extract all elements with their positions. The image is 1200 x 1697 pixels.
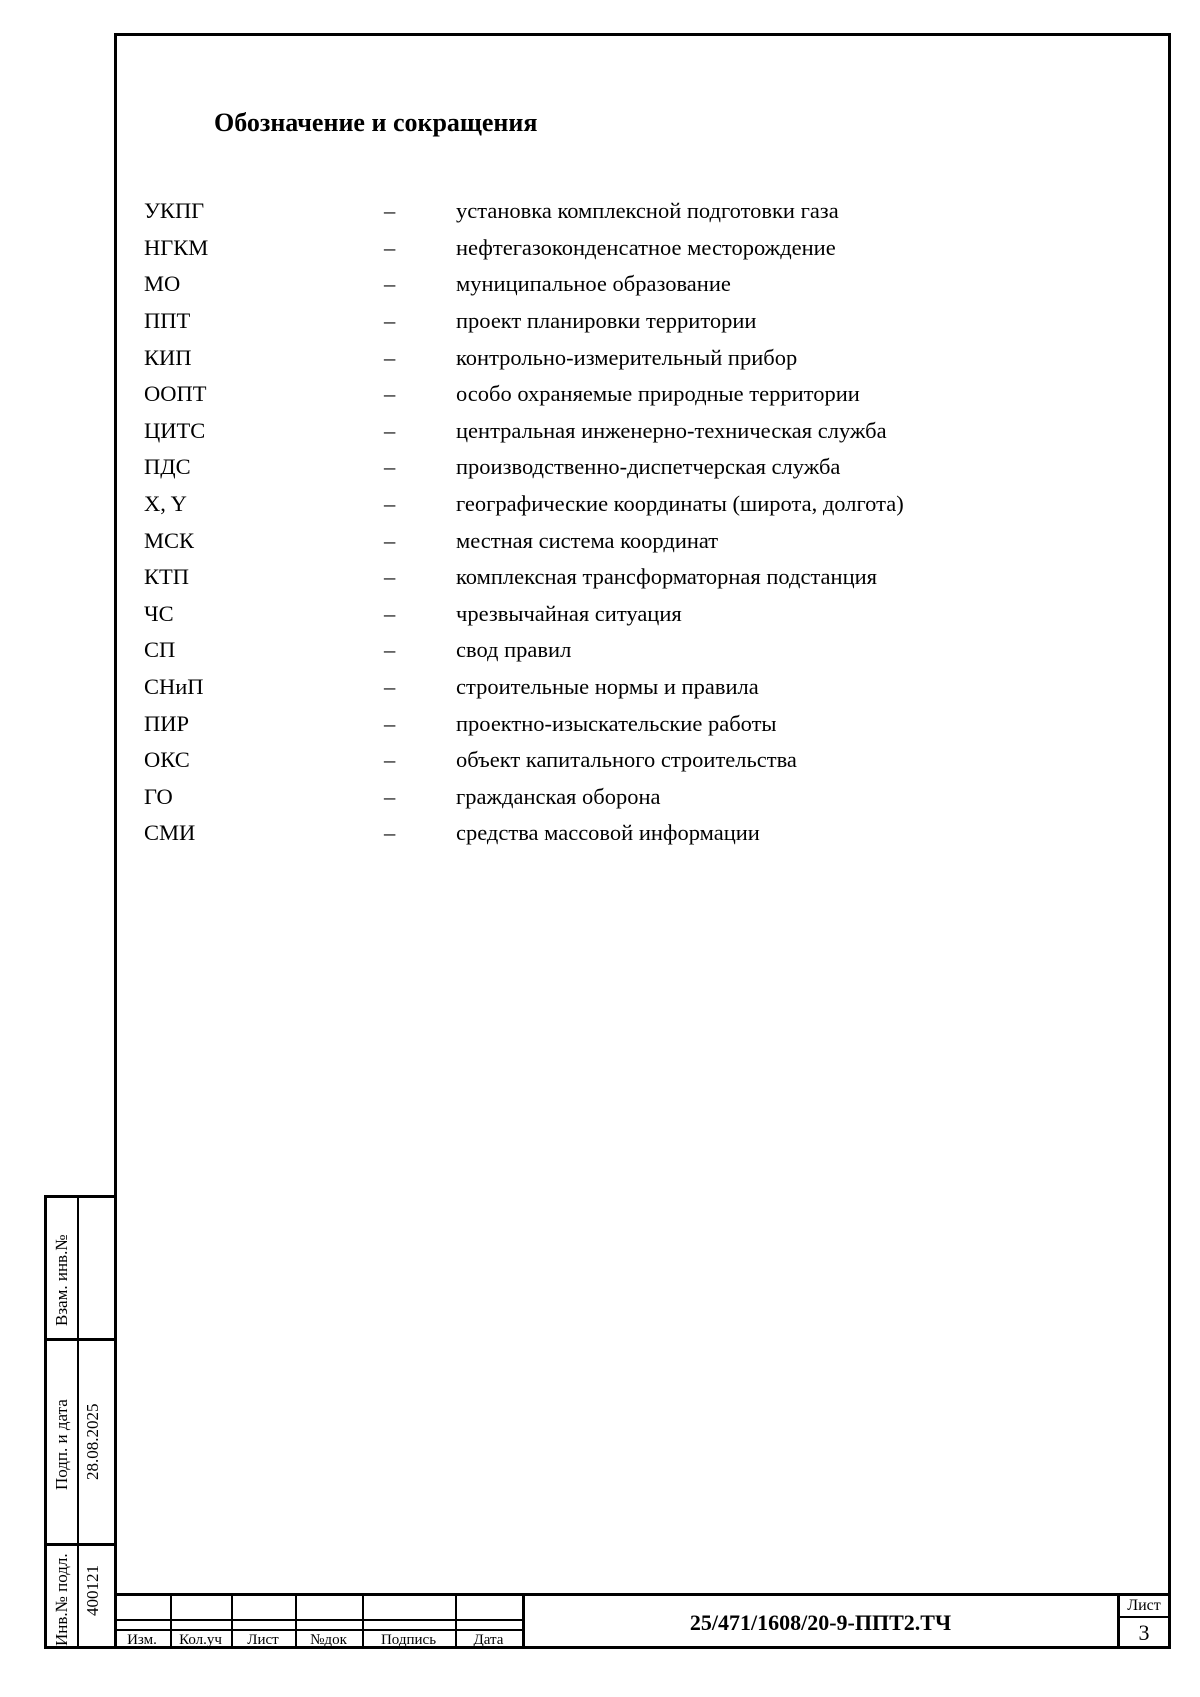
dash-separator: –	[384, 747, 396, 773]
abbreviation-code: ГО	[144, 783, 173, 809]
abbreviation-meaning: проектно-изыскательские работы	[456, 710, 777, 736]
list-item	[144, 779, 1044, 816]
dash-separator: –	[384, 564, 396, 590]
abbreviation-meaning: установка комплексной подготовки газа	[456, 198, 839, 224]
list-item	[144, 596, 1044, 633]
list-item	[144, 376, 1044, 413]
abbreviation-meaning: свод правил	[456, 637, 572, 663]
abbreviation-code: ППТ	[144, 308, 191, 334]
list-item	[144, 339, 1044, 376]
document-code: 25/471/1608/20-9-ППТ2.ТЧ	[689, 1609, 952, 1635]
abbreviation-meaning: проект планировки территории	[456, 308, 757, 334]
abbreviation-code: ПИР	[144, 710, 190, 736]
abbreviation-code: КИП	[144, 344, 192, 370]
sheet-label: Лист	[1127, 1597, 1161, 1614]
dash-separator: –	[384, 783, 396, 809]
dash-separator: –	[384, 674, 396, 700]
header-data: Дата	[473, 1632, 504, 1648]
abbreviation-meaning: контрольно-измерительный прибор	[456, 344, 798, 370]
grid-line	[114, 1619, 522, 1621]
list-item	[144, 742, 1044, 779]
abbreviation-meaning: муниципальное образование	[456, 271, 731, 297]
list-item	[144, 522, 1044, 559]
dash-separator: –	[384, 454, 396, 480]
abbreviation-code: НГКМ	[144, 234, 209, 260]
abbreviation-code: КТП	[144, 564, 189, 590]
abbreviation-meaning: нефтегазоконденсатное месторождение	[456, 234, 836, 260]
side-stamp-divider	[77, 1198, 79, 1646]
list-item	[144, 669, 1044, 706]
abbreviation-code: ЧС	[144, 600, 174, 626]
list-item	[144, 705, 1044, 742]
abbreviation-meaning: производственно-диспетчерская служба	[456, 454, 841, 480]
dash-separator: –	[384, 417, 396, 443]
grid-line	[114, 1629, 522, 1631]
dash-separator: –	[384, 600, 396, 626]
podp-data-label: Подп. и дата	[52, 1399, 71, 1490]
dash-separator: –	[384, 271, 396, 297]
abbreviation-code: СМИ	[144, 820, 196, 846]
abbreviation-meaning: географические координаты (широта, долгота)	[456, 491, 904, 517]
abbreviation-code: ЦИТС	[144, 417, 206, 443]
abbreviation-meaning: особо охраняемые природные территории	[456, 381, 860, 407]
list-item	[144, 632, 1044, 669]
list-item	[144, 303, 1044, 340]
dash-separator: –	[384, 381, 396, 407]
abbreviation-code: УКПГ	[144, 198, 205, 224]
side-stamp	[44, 1195, 114, 1649]
dash-separator: –	[384, 637, 396, 663]
vzam-inv-label: Взам. инв.№	[52, 1234, 71, 1326]
abbreviation-meaning: местная система координат	[456, 527, 719, 553]
abbreviation-meaning: комплексная трансформаторная подстанция	[456, 564, 878, 590]
title-block	[114, 1596, 1171, 1649]
abbreviation-meaning: гражданская оборона	[456, 783, 661, 809]
list-item	[144, 449, 1044, 486]
dash-separator: –	[384, 308, 396, 334]
header-kol-uch: Кол.уч	[179, 1632, 222, 1648]
inv-podl-label: Инв.№ подл.	[52, 1553, 71, 1646]
header-list: Лист	[247, 1632, 279, 1648]
side-stamp-divider	[47, 1543, 114, 1546]
dash-separator: –	[384, 820, 396, 846]
dash-separator: –	[384, 344, 396, 370]
dash-separator: –	[384, 710, 396, 736]
dash-separator: –	[384, 198, 396, 224]
abbreviation-code: МСК	[144, 527, 195, 553]
abbreviation-code: СНиП	[144, 674, 204, 700]
header-ndok: №док	[310, 1632, 347, 1648]
abbreviation-list	[144, 193, 1044, 852]
header-izm: Изм.	[127, 1632, 157, 1648]
list-item	[144, 815, 1044, 852]
list-item	[144, 486, 1044, 523]
dash-separator: –	[384, 527, 396, 553]
page-title: Обозначение и сокращения	[214, 108, 538, 137]
inv-podl-value: 400121	[83, 1565, 102, 1616]
dash-separator: –	[384, 491, 396, 517]
list-item	[144, 559, 1044, 596]
list-item	[144, 230, 1044, 267]
abbreviation-meaning: строительные нормы и правила	[456, 674, 759, 700]
sheet-number: 3	[1138, 1620, 1150, 1645]
podp-data-value: 28.08.2025	[83, 1403, 102, 1480]
list-item	[144, 413, 1044, 450]
abbreviation-code: X, Y	[144, 491, 187, 517]
abbreviation-code: СП	[144, 637, 176, 663]
abbreviation-meaning: объект капитального строительства	[456, 747, 797, 773]
abbreviation-meaning: центральная инженерно-техническая служба	[456, 417, 887, 443]
abbreviation-code: ОКС	[144, 747, 190, 773]
abbreviation-meaning: чрезвычайная ситуация	[456, 600, 682, 626]
abbreviation-code: ООПТ	[144, 381, 207, 407]
side-stamp-divider	[47, 1338, 114, 1341]
abbreviation-meaning: средства массовой информации	[456, 820, 760, 846]
abbreviation-code: ПДС	[144, 454, 191, 480]
abbreviation-code: МО	[144, 271, 181, 297]
dash-separator: –	[384, 234, 396, 260]
list-item	[144, 193, 1044, 230]
revision-grid	[114, 1596, 522, 1649]
list-item	[144, 266, 1044, 303]
header-podpis: Подпись	[380, 1632, 437, 1648]
